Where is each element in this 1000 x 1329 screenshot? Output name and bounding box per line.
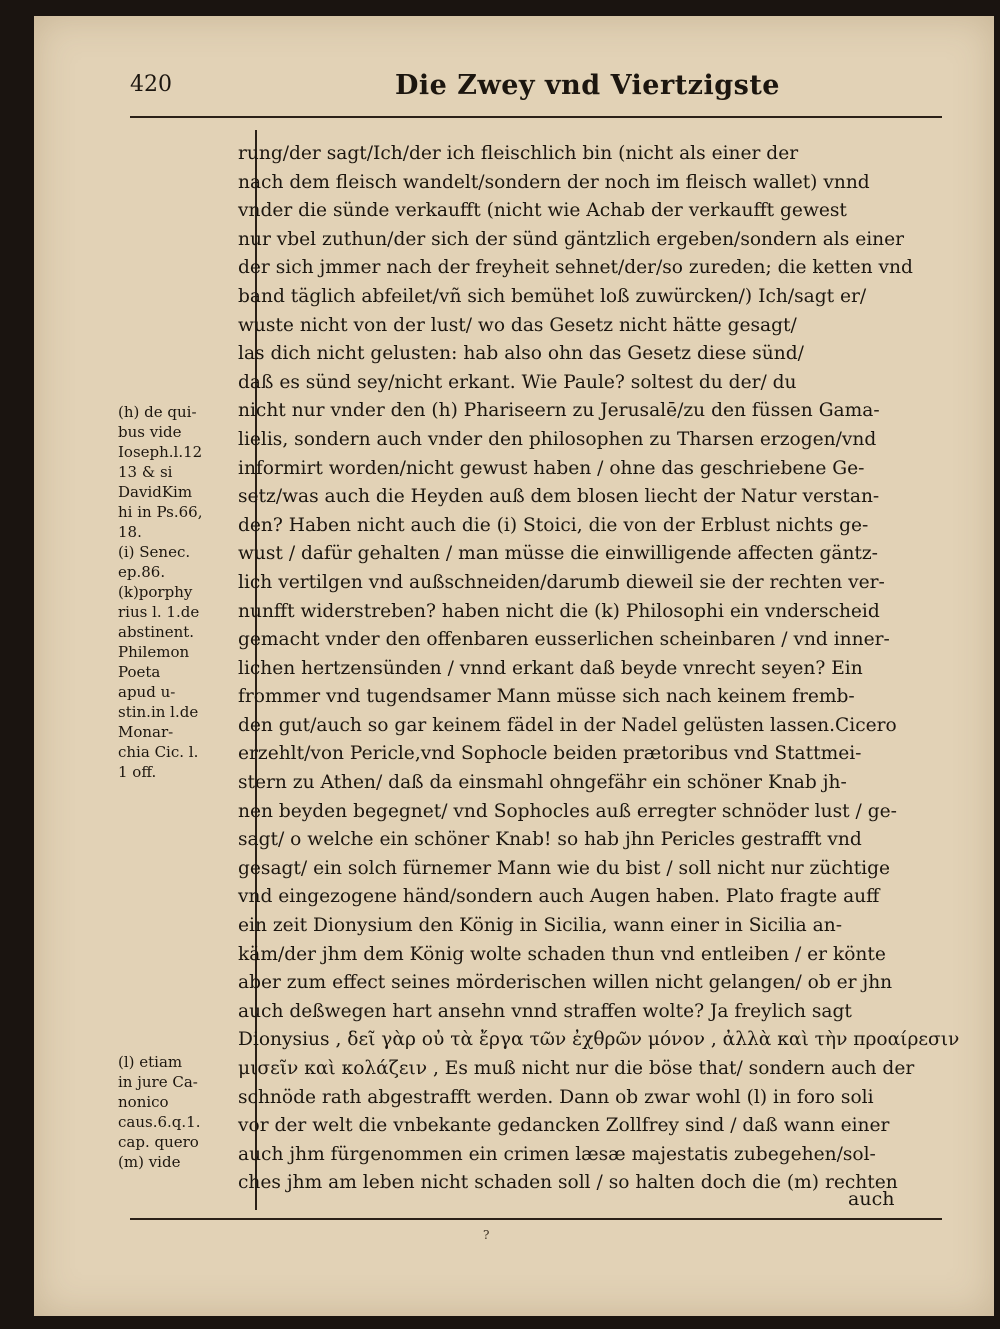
text-line: setz/was auch die Heyden auß dem blosen liecht der Natur verstan- [238,486,880,508]
marginal-note-line: 13 & si [118,463,173,481]
marginal-note-line: Ioseph.l.12 [118,443,203,461]
page-number: 420 [130,72,172,97]
main-text-column [238,140,960,1198]
marginal-note-line: stin.in l.de [118,703,199,721]
text-line: käm/der jhm dem König wolte schaden thun vnd entleiben / er könte [238,943,886,965]
marginal-note-line: abstinent. [118,623,195,641]
marginal-note-line: DavidKim [118,483,193,501]
text-line: lielis, sondern auch vnder den philosophen zu Tharsen erzogen/vnd [238,428,877,450]
text-line: den gut/auch so gar keinem fädel in der Nadel gelüsten lassen.Cicero [238,714,897,736]
marginal-note-line: (l) etiam [118,1053,183,1071]
marginal-note-line: rius l. 1.de [118,603,200,621]
running-title: Die Zwey vnd Viertzigste [395,70,780,101]
text-line: informirt worden/nicht gewust haben / ohne das geschriebene Ge- [238,457,865,479]
catchword: auch [848,1188,895,1210]
text-line: vor der welt die vnbekante gedancken Zollfrey sind / daß wann einer [238,1115,890,1137]
text-line: erzehlt/von Pericle,vnd Sophocle beiden prætoribus vnd Stattmei- [238,743,862,765]
text-line: rung/der sagt/Ich/der ich fleischlich bin (nicht als einer der [238,143,799,164]
text-line: den? Haben nicht auch die (i) Stoici, die von der Erblust nichts ge- [238,514,869,536]
text-line: ches jhm am leben nicht schaden soll / so halten doch die (m) rechten [238,1172,898,1194]
text-line: daß es sünd sey/nicht erkant. Wie Paule? soltest du der/ du [238,371,797,393]
text-line: nach dem fleisch wandelt/sondern der noch im fleisch wallet) vnnd [238,171,870,193]
text-line: der sich jmmer nach der freyheit sehnet/der/so zureden; die ketten vnd [238,257,913,279]
text-line: nunfft widerstreben? haben nicht die (k) Philosophi ein vnderscheid [238,600,880,622]
marginal-note-line: Philemon [118,643,190,661]
marginal-note-line: in jure Ca- [118,1073,198,1091]
text-line: ein zeit Dionysium den König in Sicilia, wann einer in Sicilia an- [238,915,842,937]
text-line: vnder die sünde verkaufft (nicht wie Achab der verkaufft gewest [238,200,847,222]
footer-rule [130,1218,942,1220]
text-line: lich vertilgen vnd außschneiden/darumb dieweil sie der rechten ver- [238,571,885,593]
marginal-note-line: 18. [118,523,142,541]
text-line: vnd eingezogene händ/sondern auch Augen haben. Plato fragte auff [238,886,880,908]
marginal-note-line: cap. quero [118,1133,199,1151]
text-line: auch jhm fürgenommen ein crimen læsæ majestatis zubegehen/sol- [238,1143,876,1165]
marginal-note-line: caus.6.q.1. [118,1113,201,1131]
text-line: nen beyden begegnet/ vnd Sophocles auß erregter schnöder lust / ge- [238,800,897,822]
text-line: stern zu Athen/ daß da einsmahl ohngefähr ein schöner Knab jh- [238,772,847,794]
text-line: nicht nur vnder den (h) Phariseern zu Jerusalē/zu den füssen Gama- [238,400,880,422]
text-line: nur vbel zuthun/der sich der sünd gäntzlich ergeben/sondern als einer [238,228,905,250]
marginal-note-line: 1 off. [118,763,157,781]
marginal-note-line: (k)porphy [118,583,193,601]
text-line: wuste nicht von der lust/ wo das Gesetz nicht hätte gesagt/ [238,314,797,336]
marginal-note-line: chia Cic. l. [118,743,199,761]
text-line: las dich nicht gelusten: hab also ohn das Gesetz diese sünd/ [238,343,804,365]
text-line: Dionysius , δεῖ γὰρ οὐ τὰ ἔργα τῶν ἐχθρῶν μόνον , ἀλλὰ καὶ τὴν προαίρεσιν [238,1029,960,1051]
marginal-note-line: nonico [118,1093,169,1111]
text-line: auch deßwegen hart ansehn vnnd straffen wolte? Ja freylich sagt [238,1000,852,1022]
marginal-note-line: apud u- [118,683,176,701]
page-header [130,70,950,110]
marginal-note-line: hi in Ps.66, [118,503,203,521]
text-line: frommer vnd tugendsamer Mann müsse sich nach keinem fremb- [238,686,855,708]
marginal-notes-lower [118,1052,246,1172]
marginal-note-line: Poeta [118,663,161,681]
text-line: sagt/ o welche ein schöner Knab! so hab jhn Pericles gestrafft vnd [238,829,862,851]
header-rule [130,116,942,118]
text-line: aber zum effect seines mörderischen willen nicht gelangen/ ob er jhn [238,972,893,994]
marginal-note-line: Monar- [118,723,174,741]
marginal-note-line: ep.86. [118,563,166,581]
text-line: gemacht vnder den offenbaren eusserlichen scheinbaren / vnd inner- [238,629,890,651]
text-line: gesagt/ ein solch fürnemer Mann wie du bist / soll nicht nur züchtige [238,857,891,879]
marginal-note-line: bus vide [118,423,182,441]
marginal-note-line: (i) Senec. [118,543,191,561]
marginal-note-line: (m) vide [118,1153,181,1171]
text-line: wust / dafür gehalten / man müsse die einwilligende affecten gäntz- [238,543,878,565]
signature-mark: ? [483,1228,490,1242]
marginal-notes-upper [118,402,246,782]
text-line: band täglich abfeilet/vñ sich bemühet loß zuwürcken/) Ich/sagt er/ [238,285,867,307]
text-line: μισεῖν καὶ κολάζειν , Es muß nicht nur die böse that/ sondern auch der [238,1058,915,1079]
text-line: schnöde rath abgestrafft werden. Dann ob zwar wohl (l) in foro soli [238,1086,874,1108]
marginal-note-line: (h) de qui- [118,403,197,421]
text-line: lichen hertzensünden / vnnd erkant daß beyde vnrecht seyen? Ein [238,657,863,679]
